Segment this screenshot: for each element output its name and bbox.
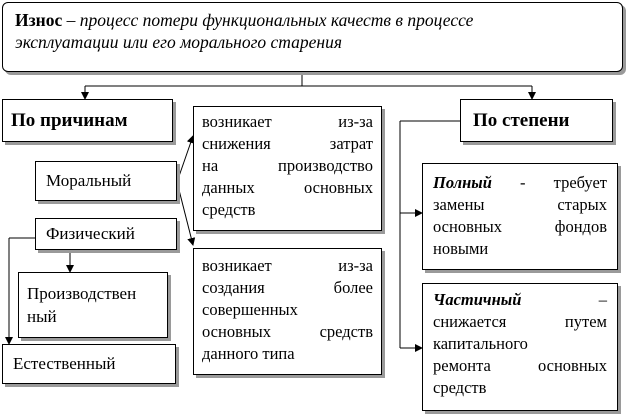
reason-new-line: основных средств: [202, 322, 373, 341]
full-line: основных фондов: [433, 217, 607, 236]
moral-box: Моральный: [35, 161, 177, 201]
reason-cost-box: [193, 106, 382, 231]
production-line-1: Производствен: [27, 284, 137, 303]
arrow-moral-to-reason2: [177, 182, 193, 245]
partial-line: снижается путем: [433, 312, 607, 331]
full-term: Полный: [433, 173, 492, 192]
partial-term: Частичный: [433, 290, 522, 309]
reason-new-line: данного типа: [202, 344, 295, 363]
reason-new-line: создания более: [202, 278, 373, 297]
reason-cost-line: на производство: [202, 156, 373, 175]
term-label: Износ: [15, 10, 63, 30]
physical-box: Физический: [35, 218, 177, 250]
production-line-2: ный: [27, 307, 57, 326]
partial-line-1: –: [521, 290, 607, 309]
reason-cost-line: средств: [202, 200, 256, 219]
arrow-moral-to-reason1: [177, 136, 193, 182]
definition-header: [2, 2, 623, 72]
reason-new-box: [193, 248, 382, 375]
reason-new-line: возникает из-за: [202, 256, 373, 275]
reason-new-line: совершенных: [202, 300, 298, 319]
full-line: замены старых: [433, 195, 607, 214]
partial-wear-box: [422, 283, 618, 411]
by-degree-box: По степени: [460, 99, 613, 142]
partial-line: ремонта основных: [433, 356, 607, 375]
full-line: новыми: [433, 239, 489, 258]
partial-line: капитального: [433, 334, 528, 353]
reason-cost-line: данных основных: [202, 178, 373, 197]
reason-cost-line: снижения затрат: [202, 134, 373, 153]
partial-line: средств: [433, 378, 487, 397]
reason-cost-line: возникает из-за: [202, 112, 373, 131]
by-causes-box: По причинам: [2, 99, 173, 142]
definition-line-2: эксплуатации или его морального старения: [15, 32, 342, 52]
natural-box: Естественный: [2, 344, 176, 384]
full-wear-box: [422, 163, 618, 270]
production-box: [18, 272, 168, 338]
definition-line-1: – процесс потери функциональных качеств в процессе: [62, 10, 474, 30]
full-line-1: - требует: [491, 173, 607, 192]
